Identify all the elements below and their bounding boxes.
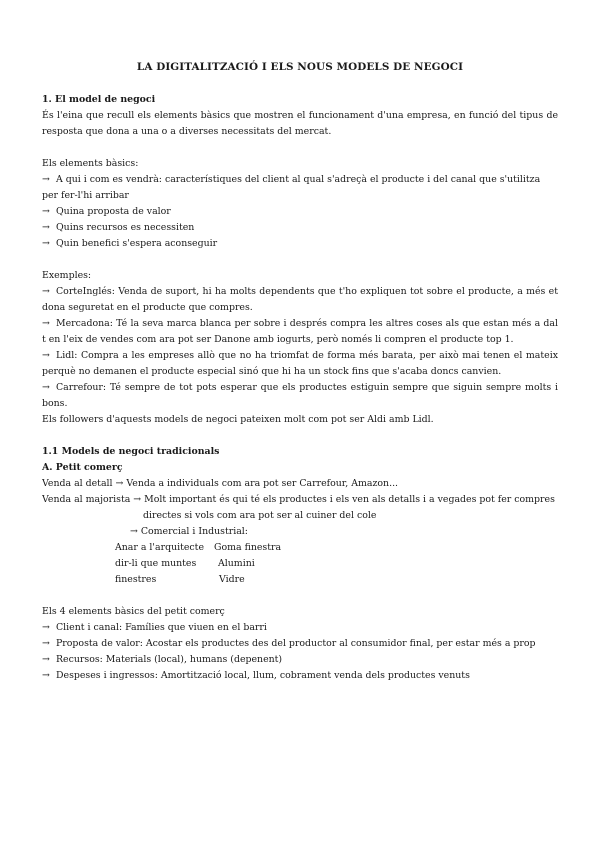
arrow-icon: → <box>42 638 50 649</box>
grid-row: Anar a l'arquitecte Goma finestra <box>115 542 282 553</box>
list-item: → Proposta de valor: Acostar els productes des del productor al consumidor final, per estar més a prop <box>42 636 558 652</box>
majorista-continuation: directes si vols com ara pot ser al cuiner del cole <box>143 510 377 521</box>
arrow-icon: → <box>42 222 50 233</box>
list-item: → Client i canal: Famílies que viuen en el barri <box>42 620 558 636</box>
list-item: → Lidl: Compra a les empreses allò que no ha triomfat de forma més barata, per això mai tenen el mateix perquè no demanen el producte especial sinó que hi ha un stock fins que s'acaba doncs canvien. <box>42 350 558 377</box>
followers-note: Els followers d'aquests models de negoci pateixen molt com pot ser Aldi amb Lidl. <box>42 414 434 425</box>
list-item: → CorteInglés: Venda de suport, hi ha molts dependents que t'ho expliquen tot sobre el producte, a més et dona seguretat en el producte que compres. <box>42 286 558 313</box>
arrow-icon: → <box>42 670 50 681</box>
arrow-icon: → <box>42 318 50 329</box>
detall-line: Venda al detall → Venda a individuals com ara pot ser Carrefour, Amazon... <box>42 478 399 489</box>
section-1 <box>42 92 558 140</box>
list-item: → Quina proposta de valor <box>42 204 558 220</box>
majorista-line: Venda al majorista → Molt important és qui té els productes i els ven als detalls i a vegades pot fer compres <box>42 494 555 505</box>
basics-list <box>42 156 558 252</box>
petit-comerc-list <box>42 604 558 684</box>
examples-label: Exemples: <box>42 270 92 281</box>
list-item: → Carrefour: Té sempre de tot pots esperar que els productes estiguin sempre que siguin sempre molts i bons. <box>42 382 558 409</box>
arrow-icon: → <box>42 654 50 665</box>
arrow-icon: → <box>133 494 142 505</box>
comercial-line: → Comercial i Industrial: <box>130 526 248 537</box>
section-1-1 <box>42 444 558 508</box>
list-item: → Recursos: Materials (local), humans (depenent) <box>42 652 558 668</box>
page-title: LA DIGITALITZACIÓ I ELS NOUS MODELS DE NEGOCI <box>136 61 464 73</box>
grid-row: dir-li que muntes Alumini <box>115 558 255 569</box>
examples-list <box>42 268 558 412</box>
arrow-icon: → <box>115 478 124 489</box>
arrow-icon: → <box>42 238 50 249</box>
arrow-icon: → <box>42 622 50 633</box>
list-item: → Despeses i ingressos: Amortització local, llum, cobrament venda dels productes venuts <box>42 668 558 684</box>
basics-label: Els elements bàsics: <box>42 158 139 169</box>
arrow-icon: → <box>42 350 50 361</box>
petit-label: Els 4 elements bàsics del petit comerç <box>42 606 225 617</box>
arrow-icon: → <box>130 526 138 537</box>
arrow-icon: → <box>42 286 50 297</box>
subsection-heading: A. Petit comerç <box>42 462 123 473</box>
section-intro: És l'eina que recull els elements bàsics que mostren el funcionament d'una empresa, en funció del tipus de resposta que dona a una o a diverses necessitats del mercat. <box>42 110 558 137</box>
section-heading: 1.1 Models de negoci tradicionals <box>42 446 220 457</box>
section-heading: 1. El model de negoci <box>42 94 156 105</box>
list-item: → Quins recursos es necessiten <box>42 220 558 236</box>
arrow-icon: → <box>42 174 50 185</box>
arrow-icon: → <box>42 382 50 393</box>
list-item: → A qui i com es vendrà: característiques del client al qual s'adreçà el producte i del canal que s'utilitza per fer-l'hi arribar <box>42 174 541 201</box>
arrow-icon: → <box>42 206 50 217</box>
grid-row: finestres Vidre <box>115 574 245 585</box>
materials-grid <box>115 540 315 588</box>
list-item: → Mercadona: Té la seva marca blanca per sobre i després compra les altres coses als que estan més a dal t en l'eix de vendes com ara pot ser Danone amb iogurts, però només li compren el producte top 1. <box>42 318 558 345</box>
list-item: → Quin benefici s'espera aconseguir <box>42 236 558 252</box>
